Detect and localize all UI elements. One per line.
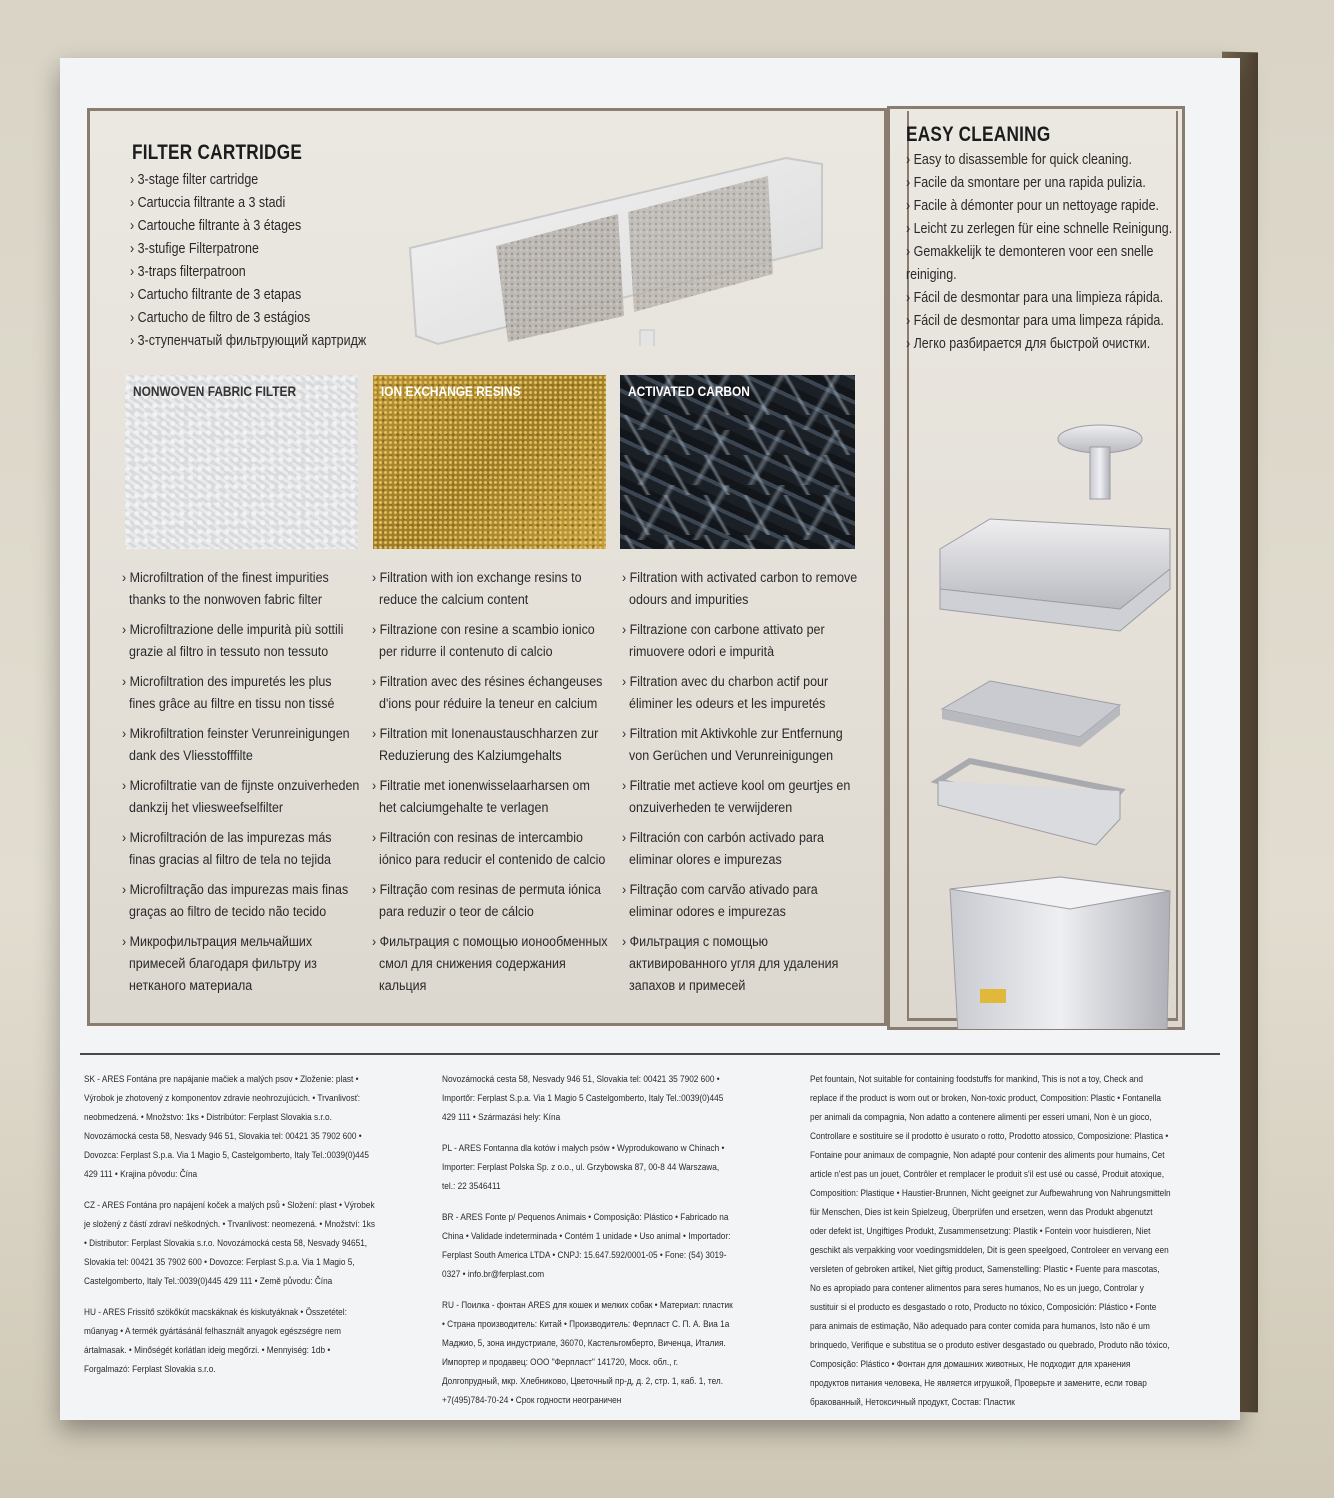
legal-paragraph: HU - ARES Frissítő szökőkút macskáknak és kiskutyáknak • Összetétel: műanyag • A termék gyártásánál felhasznált anyagok egészségre nem ártalmasak. • Minőségét korlátlan ideig megőrzi. • Mennyiség: 1db • Forgalmazó: Ferplast Slovakia s.r.o. (84, 1307, 347, 1375)
swatch-label: ION EXCHANGE RESINS (381, 383, 521, 399)
legal-paragraph: RU - Поилка - фонтан ARES для кошек и мелких собак • Материал: пластик • Страна производитель: Китай • Производитель: Ферпласт С. П. А. Виа 1а Маджио, 5, зона индустриале, 36070, Кастельгомберто, Виченца, Италия. Импортер и продавец: ООО "Ферпласт" 141720, Моск. обл., г. Долгопрудный, мкр. Хлебниково, Цветочный пр-д, д. 2, стр. 1, каб. 1, тел. +7(495)784-70-24 • Срок годности неограничен (442, 1300, 733, 1406)
list-item: › Microfiltração das impurezas mais finas graças ao filtro de tecido não tecido (122, 879, 360, 923)
ion-exchange-swatch (373, 375, 606, 549)
swatch-label: NONWOVEN FABRIC FILTER (133, 383, 297, 399)
legal-text-column-3 (810, 1070, 1230, 1424)
list-item: › Filtration with ion exchange resins to reduce the calcium content (372, 567, 610, 611)
filter-cartridge-list (130, 169, 405, 353)
easy-cleaning-panel (887, 106, 1185, 1030)
list-item: › Mikrofiltration feinster Verunreinigungen dank des Vliesstofffilte (122, 723, 360, 767)
list-item: › Filtración con carbón activado para eliminar olores e impurezas (622, 827, 860, 871)
list-item: › Cartucho de filtro de 3 estágios (130, 307, 366, 330)
legal-paragraph: Novozámocká cesta 58, Nesvady 946 51, Slovakia tel: 00421 35 7902 600 • Importőr: Ferplast S.p.a. Via 1 Magio 5 Castelgomberto, Italy Tel.:0039(0)445 429 111 • Származási hely: Kína (442, 1074, 724, 1123)
list-item: › Filtration with activated carbon to remove odours and impurities (622, 567, 860, 611)
list-item: › Fácil de desmontar para uma limpeza rápida. (906, 310, 1164, 333)
list-item: › Facile da smontare per una rapida pulizia. (906, 172, 1164, 195)
list-item: › 3-stage filter cartridge (130, 169, 366, 192)
list-item: › Фильтрация с помощью ионообменных смол для снижения содержания кальция (372, 931, 610, 997)
nonwoven-fabric-text (122, 567, 360, 1005)
list-item: › Facile à démonter pour un nettoyage rapide. (906, 195, 1164, 218)
filter-cartridge-panel (87, 108, 887, 1026)
list-item: › Microfiltrazione delle impurità più sottili grazie al filtro in tessuto non tessuto (122, 619, 360, 663)
list-item: › Cartuccia filtrante a 3 stadi (130, 192, 366, 215)
list-item: › Микрофильтрация мельчайших примесей благодаря фильтру из нетканого материала (122, 931, 360, 997)
exploded-parts-image (920, 409, 1180, 1029)
legal-paragraph: PL - ARES Fontanna dla kotów i małych psów • Wyprodukowano w Chinach • Importer: Ferplast Polska Sp. z o.o., ul. Grzybowska 87, 00-8 44 Warszawa, tel.: 22 3546411 (442, 1143, 725, 1192)
list-item: › Microfiltration des impuretés les plus fines grâce au filtre en tissu non tissé (122, 671, 360, 715)
legal-paragraph: BR - ARES Fonte p/ Pequenos Animais • Composição: Plástico • Fabricado na China • Validade indeterminada • Contém 1 unidade • Uso animal • Importador: Ferplast South America LTDA • CNPJ: 15.647.592/0001-05 • Fone: (54) 3019-0327 • info.br@ferplast.com (442, 1212, 731, 1280)
nonwoven-fabric-swatch (125, 375, 358, 549)
list-item: › Cartouche filtrante à 3 étages (130, 215, 366, 238)
easy-cleaning-title: EASY CLEANING (906, 123, 1051, 146)
list-item: › Фильтрация с помощью активированного угля для удаления запахов и примесей (622, 931, 860, 997)
list-item: › Filtração com carvão ativado para eliminar odores e impurezas (622, 879, 860, 923)
list-item: › Microfiltratie van de fijnste onzuiverheden dankzij het vliesweefselfilter (122, 775, 360, 819)
filter-cartridge-image (408, 156, 828, 346)
list-item: › Easy to disassemble for quick cleaning. (906, 149, 1164, 172)
legal-paragraph: SK - ARES Fontána pre napájanie mačiek a malých psov • Zloženie: plast • Výrobok je zhotovený z komponentov zdravie neohrozujúcich. • Trvanlivosť: neobmedzená. • Množstvo: 1ks • Distribútor: Ferplast Slovakia s.r.o. Novozámocká cesta 58, Nesvady 946 51, Slovakia tel: 00421 35 7902 600 • Dovozca: Ferplast S.p.a. Via 1 Magio 5, Castelgomberto, Italy Tel.:0039(0)445 429 111 • Krajina pôvodu: Čína (84, 1074, 369, 1180)
divider-line (80, 1053, 1220, 1055)
activated-carbon-text (622, 567, 860, 1005)
activated-carbon-swatch (620, 375, 855, 549)
list-item: › Filtration mit Aktivkohle zur Entfernung von Gerüchen und Verunreinigungen (622, 723, 860, 767)
legal-text-column-2 (442, 1070, 782, 1422)
list-item: › Filtration avec du charbon actif pour éliminer les odeurs et les impuretés (622, 671, 860, 715)
list-item: › Microfiltration of the finest impurities thanks to the nonwoven fabric filter (122, 567, 360, 611)
list-item: › 3-traps filterpatroon (130, 261, 366, 284)
list-item: › Filtratie met ionenwisselaarharsen om het calciumgehalte te verlagen (372, 775, 610, 819)
ion-exchange-text (372, 567, 610, 1005)
filter-cartridge-title: FILTER CARTRIDGE (132, 141, 303, 164)
list-item: › Filtration avec des résines échangeuses d'ions pour réduire la teneur en calcium (372, 671, 610, 715)
legal-paragraph: Pet fountain, Not suitable for containing foodstuffs for mankind, This is not a toy, Check and replace if the product is worn out or broken, Non-toxic product, Composition: Plastic • Fontanella per animali da compagnia, Non adatto a contenere alimenti per esseri umani, Non è un gioco, Controllare e sostituire se il prodotto è usurato o rotto, Prodotto atossico, Composizione: Plastica • Fontaine pour animaux de compagnie, Non adapté pour contenir des aliments pour humains, Cet article n'est pas un jouet, Contrôler et remplacer le produit s'il est usé ou cassé, Produit atoxique, Composition: Plastique • Haustier-Brunnen, Nicht geeignet zur Aufbewahrung von Nahrungsmitteln für Menschen, Dies ist kein Spielzeug, Überprüfen und ersetzen, wenn das Produkt abgenutzt oder defekt ist, Ungiftiges Produkt, Zusammensetzung: Plastik • Fontein voor huisdieren, Niet geschikt als verpakking voor voedingsmiddelen, Dit is geen speelgoed, Controleer en vervang een versleten of gebroken artikel, Niet giftig product, Samenstelling: Plastic • Fuente para mascotas, No es apropiado para contener alimentos para seres humanos, No es un juego, Controlar y sustituir si el producto es desgastado o roto, Producto no tóxico, Composición: Plástico • Fonte para animais de estimação, Não adequado para conter comida para humanos, Isto não é um brinquedo, Verifique e substitua se o produto estiver desgastado ou quebrado, Produto não tóxico, Composição: Plástico • Фонтан для домашних животных, Не подходит для хранения продуктов питания человека, Не является игрушкой, Проверьте и замените, если товар бракованный, Нетоксичный продукт, Состав: Пластик (810, 1074, 1171, 1408)
list-item: › 3-ступенчатый фильтрующий картридж (130, 330, 366, 353)
list-item: › Filtratie met actieve kool om geurtjes en onzuiverheden te verwijderen (622, 775, 860, 819)
list-item: › Filtración con resinas de intercambio iónico para reducir el contenido de calcio (372, 827, 610, 871)
list-item: › Cartucho filtrante de 3 etapas (130, 284, 366, 307)
legal-text-column-1 (84, 1070, 424, 1391)
list-item: › Легко разбирается для быстрой очистки. (906, 333, 1164, 356)
swatch-label: ACTIVATED CARBON (628, 383, 750, 399)
product-box-back (60, 58, 1240, 1420)
list-item: › 3-stufige Filterpatrone (130, 238, 366, 261)
list-item: › Filtrazione con resine a scambio ionico per ridurre il contenuto di calcio (372, 619, 610, 663)
list-item: › Filtração com resinas de permuta iónica para reduzir o teor de cálcio (372, 879, 610, 923)
list-item: › Gemakkelijk te demonteren voor een snelle reiniging. (906, 241, 1190, 287)
list-item: › Filtration mit Ionenaustauschharzen zur Reduzierung des Kalziumgehalts (372, 723, 610, 767)
list-item: › Fácil de desmontar para una limpieza rápida. (906, 287, 1164, 310)
easy-cleaning-list (906, 149, 1206, 356)
list-item: › Microfiltración de las impurezas más finas gracias al filtro de tela no tejida (122, 827, 360, 871)
list-item: › Leicht zu zerlegen für eine schnelle Reinigung. (906, 218, 1164, 241)
legal-paragraph: CZ - ARES Fontána pro napájení koček a malých psů • Složení: plast • Výrobek je složený z částí zdraví neškodných. • Trvanlivost: neomezená. • Množství: 1ks • Distributor: Ferplast Slovakia s.r.o. Novozámocká cesta 58, Nesvady 94651, Slovakia tel: 00421 35 7902 600 • Dovozce: Ferplast S.p.a. Via 1 Magio 5, Castelgomberto, Italy Tel.:0039(0)445 429 111 • Země původu: Čína (84, 1200, 376, 1287)
list-item: › Filtrazione con carbone attivato per rimuovere odori e impurità (622, 619, 860, 663)
